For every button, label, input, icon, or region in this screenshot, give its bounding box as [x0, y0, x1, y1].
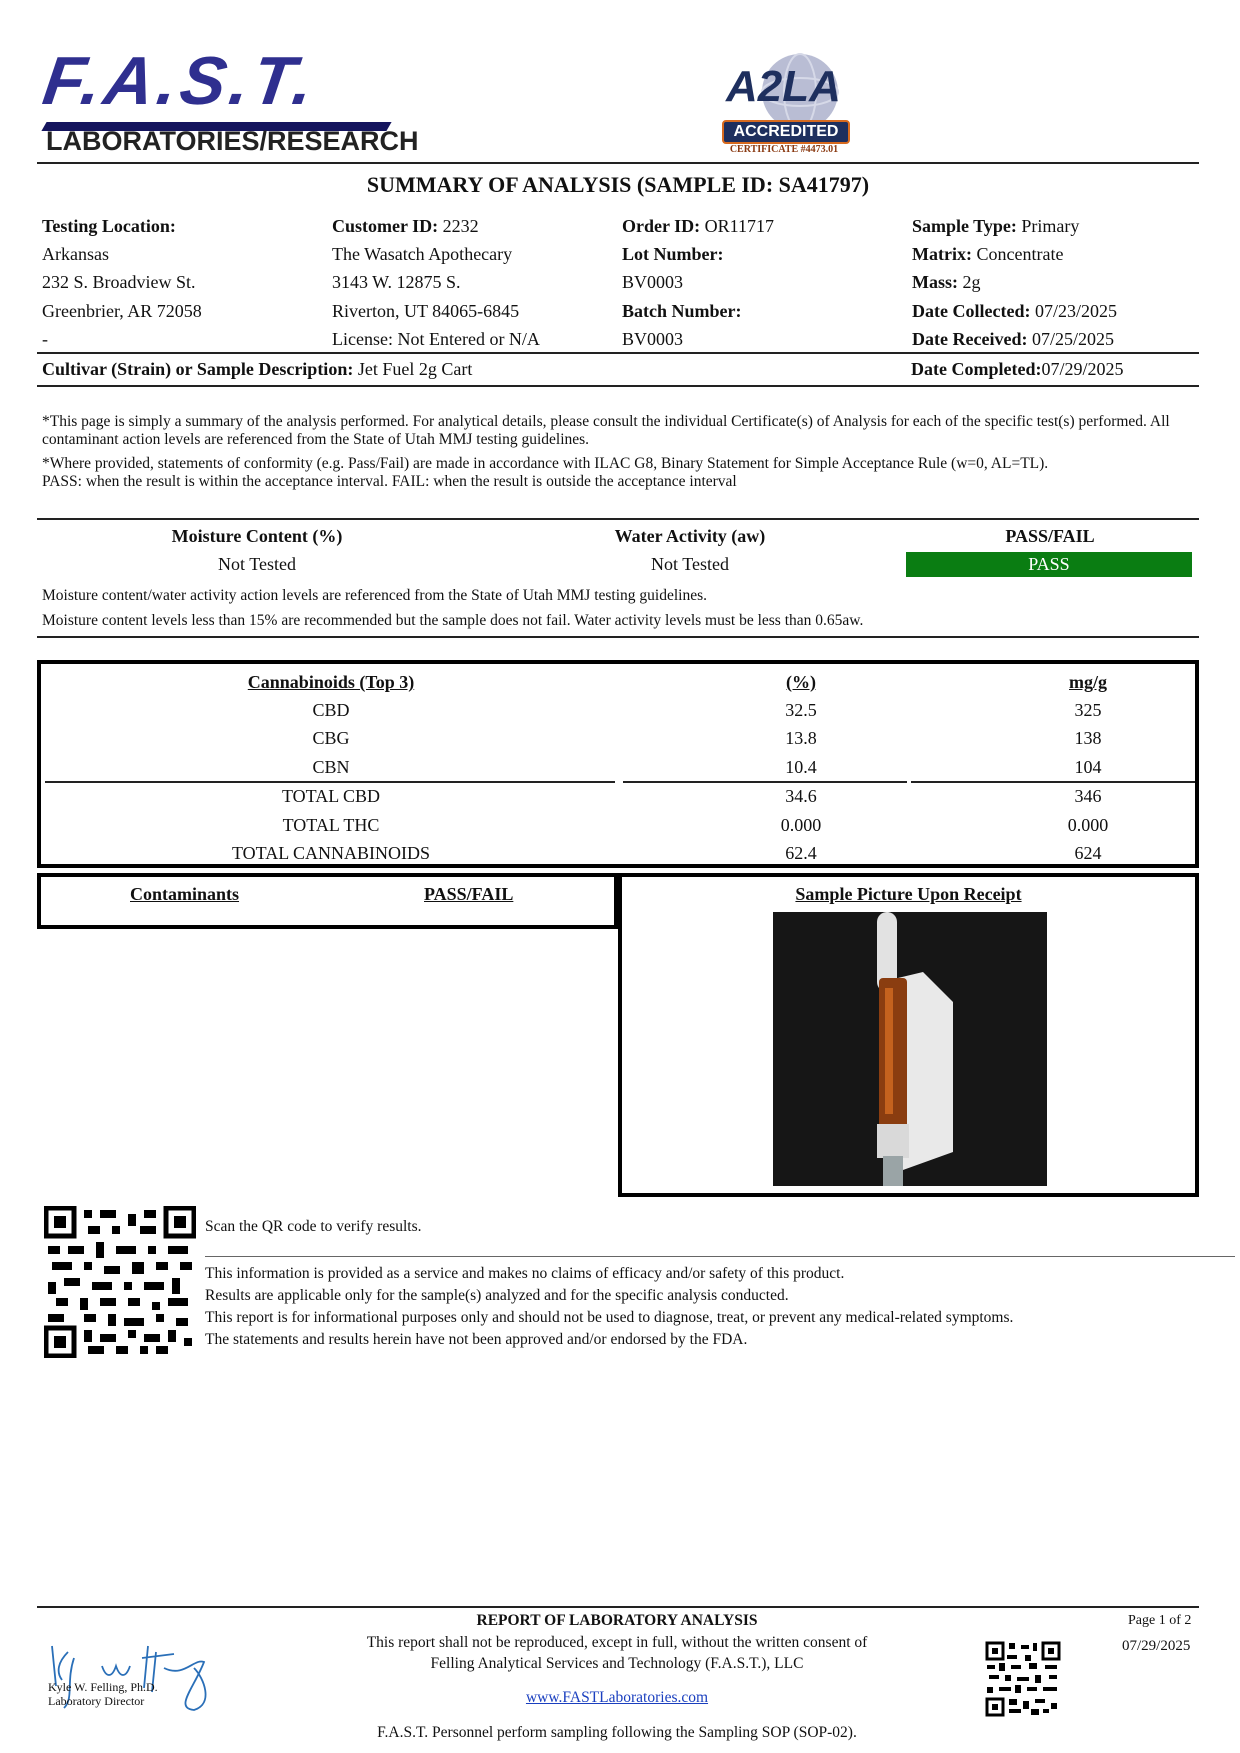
verification-qr-code[interactable]: [44, 1206, 196, 1358]
order-id-value: OR11717: [704, 216, 774, 236]
total-percent: 0.000: [780, 815, 822, 835]
date-collected-value: 07/23/2025: [1034, 300, 1117, 321]
fast-logo-subtext: LABORATORIES/RESEARCH: [46, 126, 419, 156]
a2la-accreditation-badge: [718, 48, 858, 158]
matrix-label: Matrix:: [912, 244, 972, 265]
water-activity-value: Not Tested: [651, 554, 729, 574]
total-mg: 346: [1074, 786, 1102, 806]
total-name: TOTAL CANNABINOIDS: [231, 843, 431, 863]
signer-title: Laboratory Director: [48, 1694, 145, 1708]
testing-location-street: 232 S. Broadview St.: [42, 272, 196, 293]
contaminants-header: Contaminants: [130, 884, 240, 904]
cultivar-value: Jet Fuel 2g Cart: [357, 359, 473, 379]
footer-page-number: Page 1 of 2: [1128, 1613, 1192, 1628]
notice-fda: The statements and results herein have not been approved and/or endorsed by the FDA.: [205, 1331, 748, 1348]
cannabinoids-header-name: Cannabinoids (Top 3): [247, 672, 415, 692]
order-id-label: Order ID:: [622, 216, 701, 236]
cannabinoids-header-percent: (%): [786, 672, 816, 692]
sample-picture-panel: [618, 873, 1199, 1197]
fast-logo-wordmark: F.A.S.T.: [38, 43, 322, 119]
fast-logo: [38, 43, 419, 156]
mass-value: 2g: [962, 272, 981, 293]
testing-location-label: Testing Location:: [42, 216, 176, 236]
total-mg: 624: [1074, 843, 1102, 863]
testing-location-state: Arkansas: [42, 244, 109, 265]
testing-location-city: Greenbrier, AR 72058: [42, 300, 202, 321]
footer-sampling-sop: F.A.S.T. Personnel perform sampling following the Sampling SOP (SOP-02).: [377, 1724, 857, 1741]
footer-qr-code[interactable]: [985, 1641, 1061, 1717]
date-received-label: Date Received:: [912, 328, 1028, 349]
mass-label: Mass:: [912, 272, 958, 293]
moisture-header-water-activity: Water Activity (aw): [614, 526, 766, 546]
cannabinoid-percent: 10.4: [785, 757, 817, 777]
accredited-label: ACCREDITED: [722, 120, 850, 144]
contaminants-table: [37, 873, 618, 929]
cannabinoid-percent: 13.8: [785, 728, 817, 748]
info-column-testing-location: [42, 212, 322, 353]
cannabinoid-mg: 325: [1074, 700, 1102, 720]
lot-number-value: BV0003: [622, 272, 684, 293]
batch-number-value: BV0003: [622, 328, 684, 349]
date-completed-value: 07/29/2025: [1041, 359, 1124, 379]
total-mg: 0.000: [1067, 815, 1109, 835]
footer-company-name: Felling Analytical Services and Technology (F.A.S.T.), LLC: [430, 1655, 804, 1672]
cultivar-label: Cultivar (Strain) or Sample Description:: [42, 359, 354, 379]
moisture-pass-badge: PASS: [906, 552, 1192, 577]
vape-cartridge-image: [773, 912, 1047, 1186]
total-percent: 34.6: [785, 786, 817, 806]
notice-informational: This report is for informational purposes only and should not be used to diagnose, treat, or prevent any medical-related symptoms.: [205, 1309, 1014, 1326]
disclaimer-conformity: *Where provided, statements of conformity (e.g. Pass/Fail) are made in accordance with ILAC G8, Binary Statement for Simple Acceptance Rule (w=0, AL=TL).: [42, 455, 1049, 472]
batch-number-label: Batch Number:: [622, 300, 742, 321]
notice-efficacy: This information is provided as a service and makes no claims of efficacy and/or safety of this product.: [205, 1265, 845, 1282]
date-collected-label: Date Collected:: [912, 300, 1031, 321]
qr-scan-instruction: Scan the QR code to verify results.: [205, 1218, 422, 1235]
cannabinoid-name: CBD: [312, 700, 350, 720]
moisture-note-guidelines: Moisture content/water activity action levels are referenced from the State of Utah MMJ testing guidelines.: [42, 587, 707, 604]
customer-street: 3143 W. 12875 S.: [332, 272, 461, 293]
info-column-sample: [912, 212, 1202, 353]
matrix-value: Concentrate: [976, 244, 1064, 265]
sample-type-label: Sample Type:: [912, 216, 1017, 236]
cultivar-row: [42, 359, 1192, 380]
cannabinoids-header-mg: mg/g: [1069, 672, 1107, 692]
testing-location-extra: -: [42, 328, 48, 349]
customer-license: License: Not Entered or N/A: [332, 328, 540, 349]
notice-applicability: Results are applicable only for the sample(s) analyzed and for the specific analysis conducted.: [205, 1287, 789, 1304]
moisture-note-levels: Moisture content levels less than 15% are recommended but the sample does not fail. Water activity levels must be less than 0.65aw.: [42, 612, 864, 629]
cannabinoid-percent: 32.5: [785, 700, 817, 720]
disclaimer-summary: *This page is simply a summary of the analysis performed. For analytical details, please consult the individual Certificate(s) of Analysis for each of the specific test(s) performed. All contaminant action levels are referenced from the State of Utah MMJ testing guidelines.: [42, 413, 1170, 448]
footer-website-link[interactable]: www.FASTLaboratories.com: [525, 1689, 709, 1706]
date-completed-label: Date Completed:: [911, 359, 1042, 379]
qr-notices: [205, 1263, 1235, 1351]
totals-divider: [45, 781, 615, 783]
totals-divider: [623, 781, 907, 783]
footer-report-title: REPORT OF LABORATORY ANALYSIS: [476, 1612, 758, 1629]
date-received-value: 07/25/2025: [1031, 328, 1114, 349]
a2la-mark: A2LA: [726, 62, 841, 111]
total-percent: 62.4: [785, 843, 817, 863]
sample-type-value: Primary: [1021, 216, 1080, 236]
footer-report-date: 07/29/2025: [1122, 1638, 1191, 1654]
info-column-order: [622, 212, 902, 353]
cannabinoid-name: CBG: [312, 728, 350, 748]
totals-divider: [911, 781, 1195, 783]
certificate-number: CERTIFICATE #4473.01: [729, 144, 839, 155]
customer-name: The Wasatch Apothecary: [332, 244, 513, 265]
sample-picture-title: Sample Picture Upon Receipt: [795, 884, 1022, 904]
total-name: TOTAL THC: [282, 815, 380, 835]
cannabinoid-name: CBN: [312, 757, 350, 777]
sample-photo: [773, 912, 1047, 1186]
customer-id-value: 2232: [442, 216, 479, 236]
contaminants-pass-fail-header: PASS/FAIL: [424, 884, 514, 904]
moisture-content-value: Not Tested: [218, 554, 296, 574]
page-title: SUMMARY OF ANALYSIS (SAMPLE ID: SA41797): [366, 172, 870, 197]
moisture-header-content: Moisture Content (%): [171, 526, 343, 546]
cannabinoids-table: [37, 660, 1199, 868]
lot-number-label: Lot Number:: [622, 244, 724, 265]
qr-notes-divider: [205, 1256, 1235, 1257]
disclaimer: [42, 413, 1202, 491]
customer-city: Riverton, UT 84065-6845: [332, 300, 520, 321]
director-signature: [44, 1638, 224, 1712]
moisture-header-pass-fail: PASS/FAIL: [1005, 526, 1095, 546]
disclaimer-pass-fail-definition: PASS: when the result is within the acceptance interval. FAIL: when the result is outside the acceptance interval: [42, 473, 737, 490]
info-column-customer: [332, 212, 622, 353]
customer-id-label: Customer ID:: [332, 216, 439, 236]
cannabinoid-mg: 138: [1074, 728, 1102, 748]
cannabinoid-mg: 104: [1074, 757, 1102, 777]
signer-name: Kyle W. Felling, Ph.D.: [48, 1680, 158, 1694]
footer-reproduction-notice: This report shall not be reproduced, except in full, without the written consent of: [366, 1634, 868, 1651]
total-name: TOTAL CBD: [281, 786, 381, 806]
